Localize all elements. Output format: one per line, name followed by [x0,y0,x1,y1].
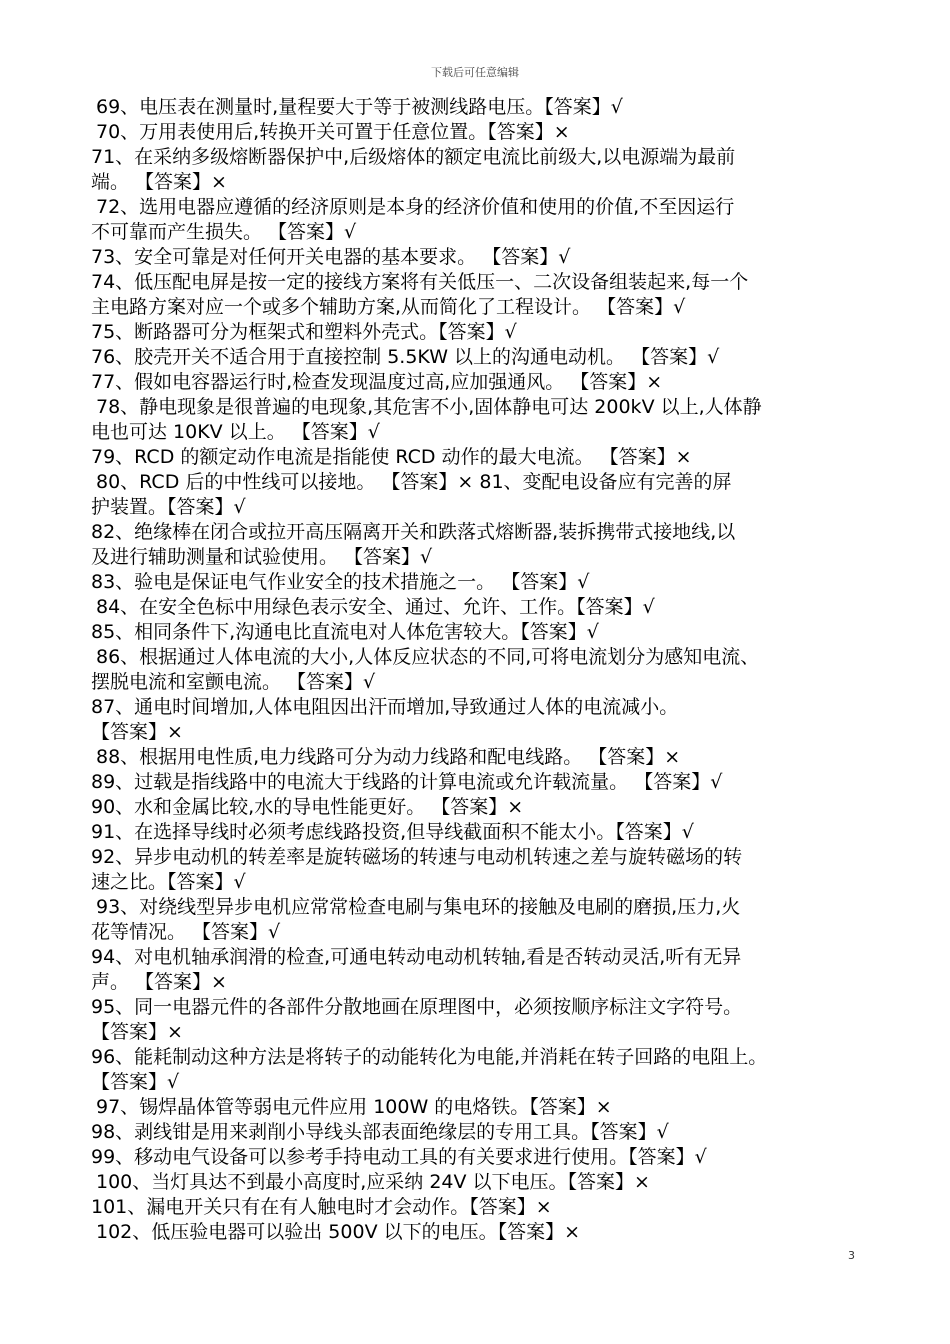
text-line: 95、同一电器元件的各部件分散地画在原理图中，必须按顺序标注文字符号。 [91,996,743,1018]
text-line: 速之比。【答案】√ [91,871,246,893]
text-line: 71、在采纳多级熔断器保护中,后级熔体的额定电流比前级大,以电源端为最前 [91,146,736,168]
text-line: 【答案】× [91,1021,183,1043]
text-line: 85、相同条件下,沟通电比直流电对人体危害较大。【答案】√ [91,621,599,643]
text-line: 【答案】× [91,721,183,743]
text-line: 93、对绕线型异步电机应常常检查电刷与集电环的接触及电刷的磨损,压力,火 [96,896,741,918]
text-line: 92、异步电动机的转差率是旋转磁场的转速与电动机转速之差与旋转磁场的转 [91,846,743,868]
text-line: 90、水和金属比较,水的导电性能更好。 【答案】× [91,796,524,818]
text-line: 94、对电机轴承润滑的检查,可通电转动电动机转轴,看是否转动灵活,听有无异 [91,946,742,968]
page-number: 3 [848,1249,855,1262]
text-line: 96、能耗制动这种方法是将转子的动能转化为电能,并消耗在转子回路的电阻上。 [91,1046,768,1068]
text-line: 端。 【答案】× [91,171,227,193]
text-line: 74、低压配电屏是按一定的接线方案将有关低压一、二次设备组装起来,每一个 [91,271,749,293]
text-line: 主电路方案对应一个或多个辅助方案,从而简化了工程设计。 【答案】√ [91,296,686,318]
text-line: 83、验电是保证电气作业安全的技术措施之一。 【答案】√ [91,571,590,593]
text-line: 91、在选择导线时必须考虑线路投资,但导线截面积不能太小。【答案】√ [91,821,694,843]
text-line: 100、当灯具达不到最小高度时,应采纳 24V 以下电压。【答案】× [96,1171,650,1193]
text-line: 75、断路器可分为框架式和塑料外壳式。【答案】√ [91,321,517,343]
text-line: 79、RCD 的额定动作电流是指能使 RCD 动作的最大电流。 【答案】× [91,446,692,468]
text-line: 99、移动电气设备可以参考手持电动工具的有关要求进行使用。【答案】√ [91,1146,707,1168]
text-line: 73、安全可靠是对任何开关电器的基本要求。 【答案】√ [91,246,571,268]
page-header: 下载后可任意编辑 [431,66,519,79]
text-line: 87、通电时间增加,人体电阻因出汗而增加,导致通过人体的电流减小。 [91,696,679,718]
text-line: 69、电压表在测量时,量程要大于等于被测线路电压。【答案】√ [96,96,623,118]
text-line: 70、万用表使用后,转换开关可置于任意位置。【答案】× [96,121,570,143]
text-line: 声。 【答案】× [91,971,227,993]
text-line: 【答案】√ [91,1071,180,1093]
text-line: 86、根据通过人体电流的大小,人体反应状态的不同,可将电流划分为感知电流、 [96,646,760,668]
text-line: 77、假如电容器运行时,检查发现温度过高,应加强通风。 【答案】× [91,371,663,393]
text-line: 88、根据用电性质,电力线路可分为动力线路和配电线路。 【答案】× [96,746,681,768]
text-line: 不可靠而产生损失。 【答案】√ [91,221,357,243]
text-line: 电也可达 10KV 以上。 【答案】√ [91,421,380,443]
text-line: 101、漏电开关只有在有人触电时才会动作。【答案】× [91,1196,552,1218]
text-line: 82、绝缘棒在闭合或拉开高压隔离开关和跌落式熔断器,装拆携带式接地线,以 [91,521,736,543]
text-line: 78、静电现象是很普遍的电现象,其危害不小,固体静电可达 200kV 以上,人体静 [96,396,762,418]
text-line: 80、RCD 后的中性线可以接地。 【答案】× 81、变配电设备应有完善的屏 [96,471,732,493]
text-line: 102、低压验电器可以验出 500V 以下的电压。【答案】× [96,1221,581,1243]
text-line: 及进行辅助测量和试验使用。 【答案】√ [91,546,433,568]
text-line: 97、锡焊晶体管等弱电元件应用 100W 的电烙铁。【答案】× [96,1096,612,1118]
text-line: 76、胶壳开关不适合用于直接控制 5.5KW 以上的沟通电动机。 【答案】√ [91,346,720,368]
text-line: 摆脱电流和室颤电流。 【答案】√ [91,671,376,693]
text-line: 98、剥线钳是用来剥削小导线头部表面绝缘层的专用工具。【答案】√ [91,1121,669,1143]
document-body [91,95,871,1245]
text-line: 84、在安全色标中用绿色表示安全、通过、允许、工作。【答案】√ [96,596,655,618]
text-line: 89、过载是指线路中的电流大于线路的计算电流或允许载流量。 【答案】√ [91,771,723,793]
text-line: 72、选用电器应遵循的经济原则是本身的经济价值和使用的价值,不至因运行 [96,196,735,218]
text-line: 护装置。【答案】√ [91,496,246,518]
text-line: 花等情况。 【答案】√ [91,921,281,943]
